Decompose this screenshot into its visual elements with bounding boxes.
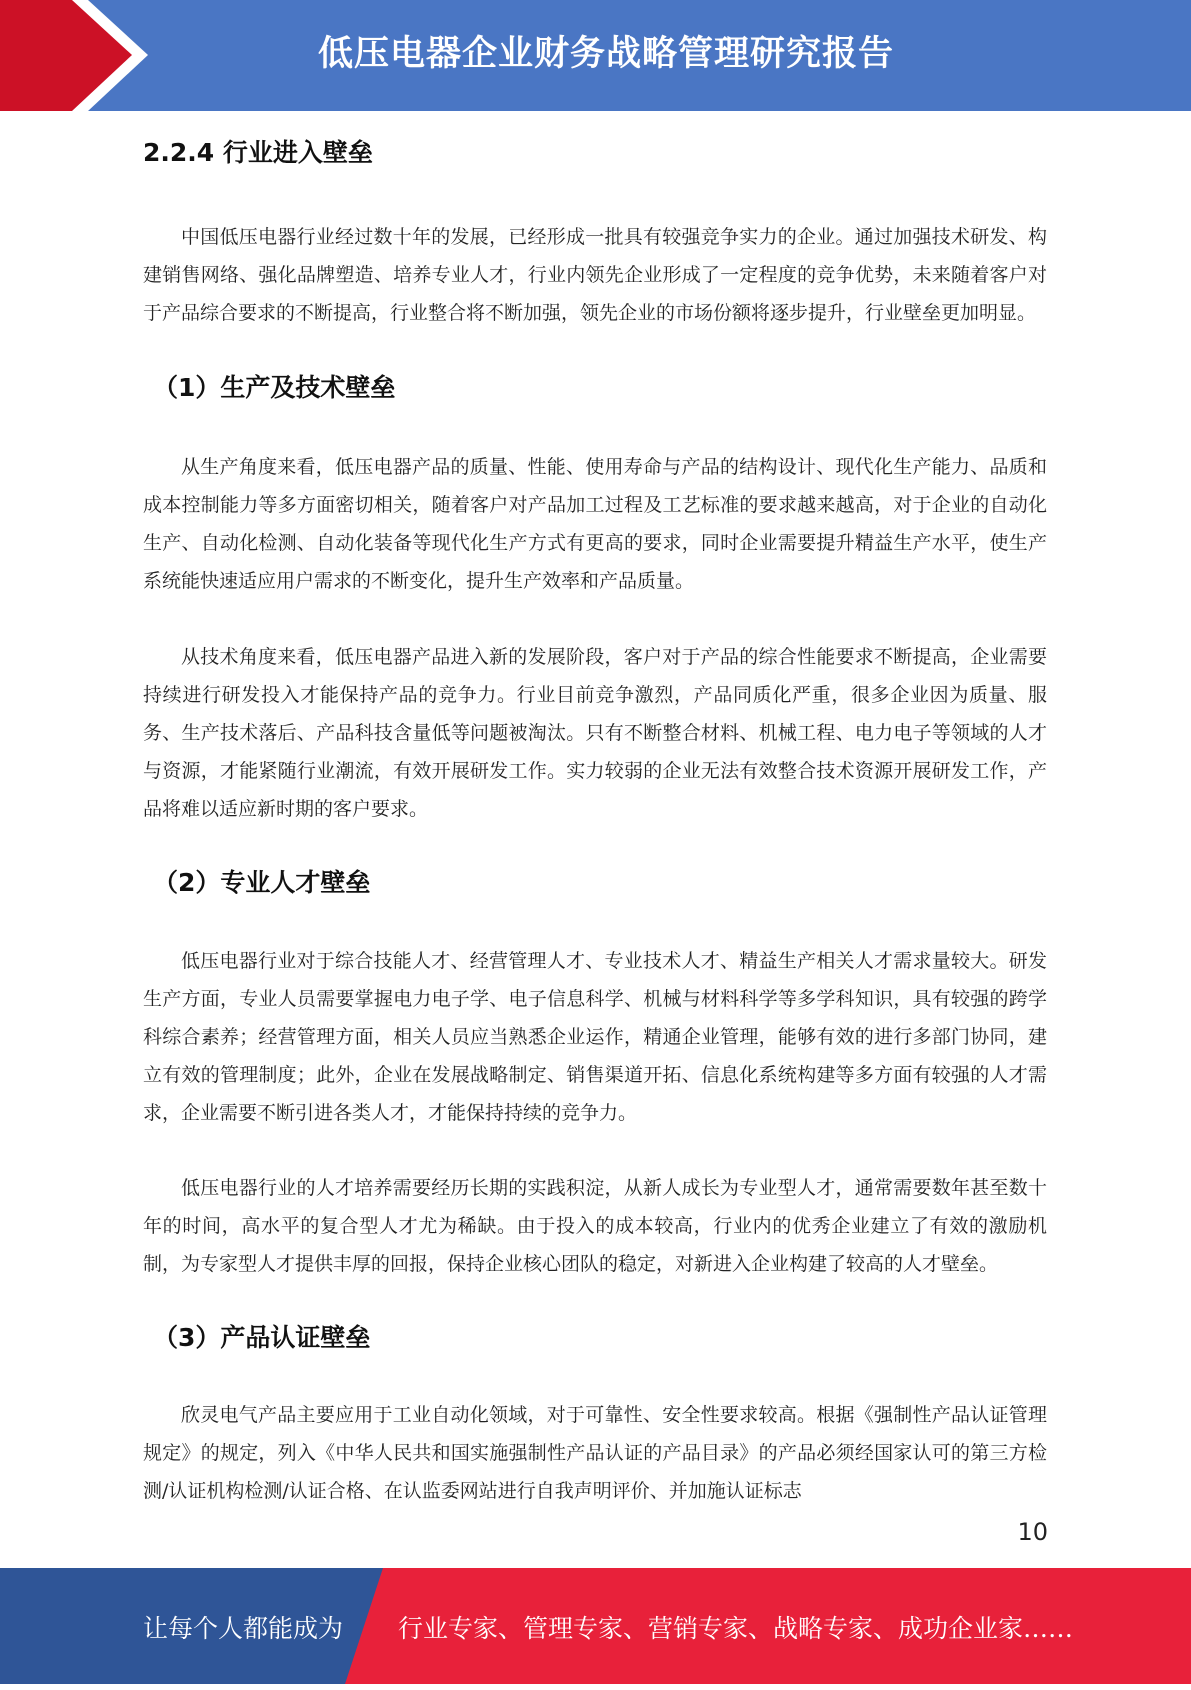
- paragraph: 低压电器行业对于综合技能人才、经营管理人才、专业技术人才、精益生产相关人才需求量较大。研发生产方面，专业人员需要掌握电力电子学、电子信息科学、机械与材料科学等多学科知识，具有较强的跨学科综合素养；经营管理方面，相关人员应当熟悉企业运作，精通企业管理，能够有效的进行多部门协同，建立有效的管理制度；此外，企业在发展战略制定、销售渠道开拓、信息化系统构建等多方面有较强的人才需求，企业需要不断引进各类人才，才能保持持续的竞争力。: [143, 950, 1047, 1124]
- paragraph: 低压电器行业的人才培养需要经历长期的实践积淀，从新人成长为专业型人才，通常需要数年甚至数十年的时间，高水平的复合型人才尤为稀缺。由于投入的成本较高，行业内的优秀企业建立了有效的激励机制，为专家型人才提供丰厚的回报，保持企业核心团队的稳定，对新进入企业构建了较高的人才壁垒。: [143, 1177, 1047, 1275]
- footer-slogan-right: 行业专家、管理专家、营销专家、战略专家、成功企业家……: [398, 1614, 1074, 1643]
- page-content: [143, 125, 1047, 1510]
- paragraph: 中国低压电器行业经过数十年的发展，已经形成一批具有较强竞争实力的企业。通过加强技术研发、构建销售网络、强化品牌塑造、培养专业人才，行业内领先企业形成了一定程度的竞争优势，未来随着客户对于产品综合要求的不断提高，行业整合将不断加强，领先企业的市场份额将逐步提升，行业壁垒更加明显。: [143, 226, 1047, 324]
- document-title: 低压电器企业财务战略管理研究报告: [318, 34, 895, 74]
- subsection-heading-talent: （2）专业人才壁垒: [153, 868, 371, 897]
- page-number: 10: [1017, 1518, 1048, 1546]
- paragraph: 欣灵电气产品主要应用于工业自动化领域，对于可靠性、安全性要求较高。根据《强制性产品认证管理规定》的规定，列入《中华人民共和国实施强制性产品认证的产品目录》的产品必须经国家认可的第三方检测/认证机构检测/认证合格、在认监委网站进行自我声明评价、并加施认证标志: [143, 1404, 1047, 1502]
- subsection-heading-certification: （3）产品认证壁垒: [153, 1323, 371, 1352]
- subsection-heading-production-tech: （1）生产及技术壁垒: [153, 373, 396, 402]
- page-footer: [0, 1568, 1191, 1684]
- header-arrow-decoration: [0, 0, 160, 111]
- footer-slogan-left: 让每个人都能成为: [143, 1614, 344, 1643]
- paragraph: 从技术角度来看，低压电器产品进入新的发展阶段，客户对于产品的综合性能要求不断提高，企业需要持续进行研发投入才能保持产品的竞争力。行业目前竞争激烈，产品同质化严重，很多企业因为质量、服务、生产技术落后、产品科技含量低等问题被淘汰。只有不断整合材料、机械工程、电力电子等领域的人才与资源，才能紧随行业潮流，有效开展研发工作。实力较弱的企业无法有效整合技术资源开展研发工作，产品将难以适应新时期的客户要求。: [143, 646, 1047, 820]
- page-header: [0, 0, 1191, 111]
- section-heading-industry-barriers: 2.2.4 行业进入壁垒: [143, 138, 373, 167]
- paragraph: 从生产角度来看，低压电器产品的质量、性能、使用寿命与产品的结构设计、现代化生产能力、品质和成本控制能力等多方面密切相关，随着客户对产品加工过程及工艺标准的要求越来越高，对于企业的自动化生产、自动化检测、自动化装备等现代化生产方式有更高的要求，同时企业需要提升精益生产水平，使生产系统能快速适应用户需求的不断变化，提升生产效率和产品质量。: [143, 456, 1047, 592]
